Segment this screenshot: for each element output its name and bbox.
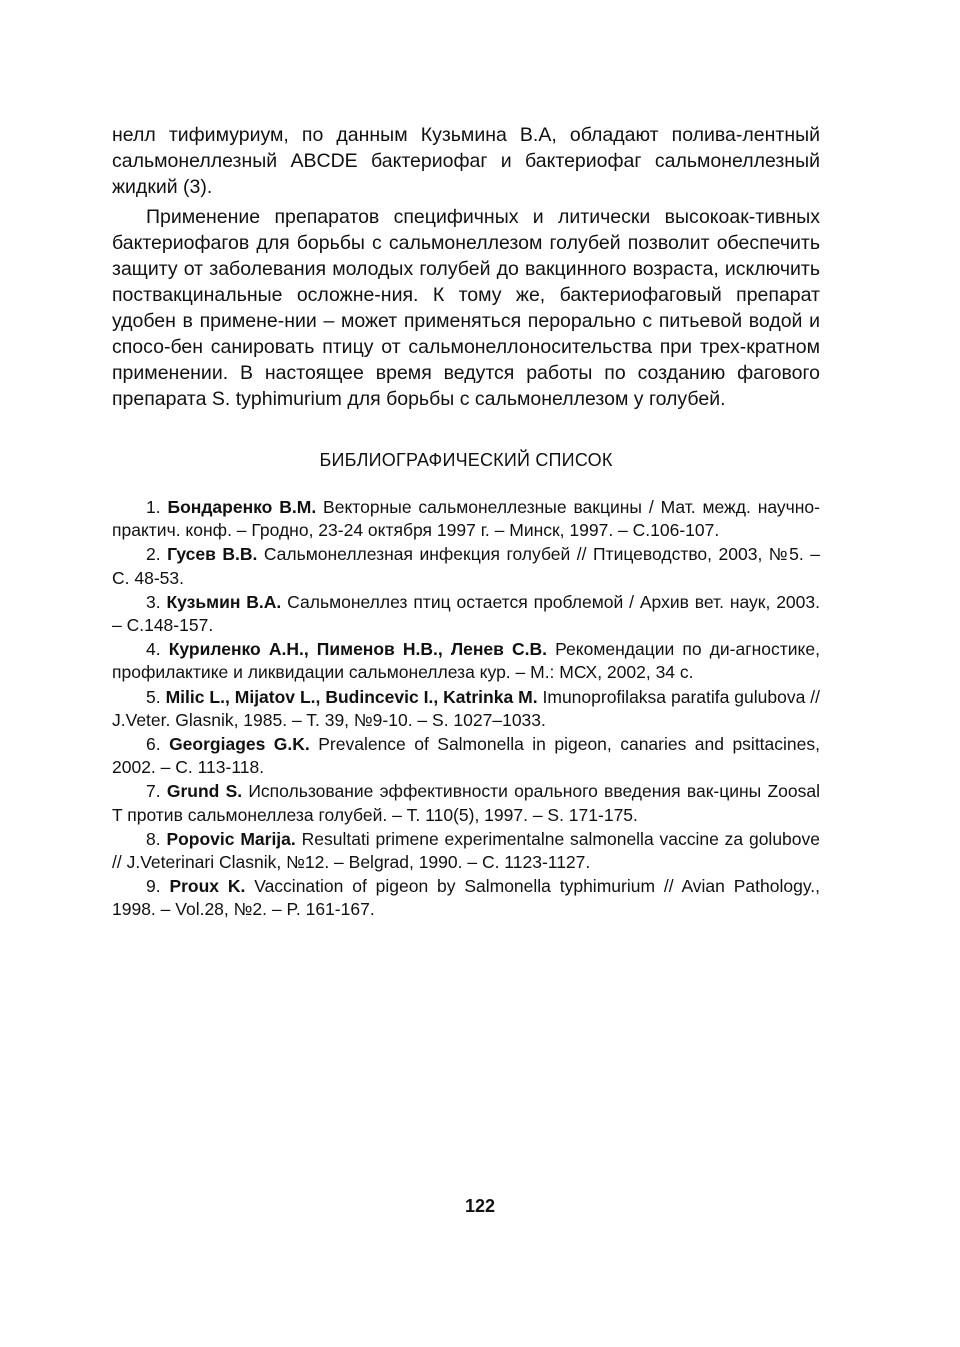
ref-author: Milic L., Mijatov L., Budincevic I., Katrinka M. [165, 686, 538, 707]
ref-text: Resultati primene experimentalne salmonella vaccine za golubove // J.Veterinari Clasnik, №12. – Belgrad, 1990. – C. 1123-1127. [112, 828, 820, 873]
bibliography-item-3 [112, 591, 820, 637]
ref-text: Vaccination of pigeon by Salmonella typhimurium // Avian Pathology., 1998. – Vol.28, №2. – P. 161-167. [112, 876, 820, 920]
ref-author: Гусев В.В. [167, 544, 258, 565]
ref-number: 7. [146, 781, 161, 802]
bibliography-item-2 [112, 543, 820, 589]
ref-text: Рекомендации по ди-агностике, профилактике и ликвидации сальмонеллеза кур. – М.: МСХ, 2002, 34 с. [112, 639, 820, 683]
body-paragraph-1: нелл тифимуриум, по данным Кузьмина В.А, обладают полива-лентный сальмонеллезный ABCDE бактериофаг и бактериофаг сальмонеллезный жидкий (3). [112, 124, 820, 198]
ref-number: 5. [146, 686, 161, 707]
bibliography-item-9 [112, 875, 820, 921]
bibliography-item-5 [112, 686, 820, 732]
ref-text: Векторные сальмонеллезные вакцины / Мат. межд. научно-практич. конф. – Гродно, 23-24 октября 1997 г. – Минск, 1997. – С.106-107. [112, 497, 820, 541]
ref-author: Popovic Marija. [166, 828, 296, 849]
ref-number: 6. [146, 734, 161, 755]
bibliography-item-6 [112, 733, 820, 779]
ref-number: 1. [146, 497, 161, 517]
bibliography-item-7 [112, 780, 820, 826]
ref-number: 8. [146, 828, 161, 849]
bibliography-item-4 [112, 638, 820, 684]
ref-text: Сальмонеллезная инфекция голубей // Птицеводство, 2003, №5. – С. 48-53. [112, 544, 820, 588]
bibliography-list [112, 496, 820, 922]
ref-number: 3. [146, 591, 161, 612]
ref-author: Proux K. [169, 876, 246, 897]
body-paragraph-2: Применение препаратов специфичных и литически высокоак-тивных бактериофагов для борьбы с сальмонеллезом голубей позволит обеспечить защиту от заболевания молодых голубей до вакцинного возраста, исключить поствакцинальные осложне-ния. К тому же, бактериофаговый препарат удобен в примене-нии – может применяться перорально с питьевой водой и спосо-бен санировать птицу от сальмонеллоносительства при трех-кратном применении. В настоящее время ведутся работы по созданию фагового препарата S. typhimurium для борьбы с сальмонеллезом у голубей. [112, 206, 820, 410]
ref-text: Использование эффективности орального введения вак-цины Zoosal T против сальмонеллеза голубей. – T. 110(5), 1997. – S. 171-175. [112, 781, 820, 825]
ref-author: Бондаренко В.М. [167, 497, 317, 517]
bibliography-item-1 [112, 496, 820, 542]
ref-author: Куриленко А.Н., Пименов Н.В., Ленев С.В. [168, 639, 548, 660]
ref-text: Imunoprofilaksa paratifa gulubova // J.Veter. Glasnik, 1985. – T. 39, №9-10. – S. 1027–1033. [112, 686, 820, 730]
ref-text: Сальмонеллез птиц остается проблемой / Архив вет. наук, 2003. – С.148-157. [112, 591, 820, 636]
ref-number: 4. [146, 639, 161, 660]
page-content [112, 122, 820, 923]
ref-author: Georgiages G.K. [169, 734, 310, 755]
ref-text: Prevalence of Salmonella in pigeon, canaries and psittacines, 2002. – C. 113-118. [112, 734, 820, 778]
bibliography-item-8 [112, 828, 820, 874]
ref-number: 2. [146, 544, 161, 565]
page-number: 122 [464, 1196, 496, 1216]
ref-number: 9. [146, 876, 161, 897]
bibliography-heading: БИБЛИОГРАФИЧЕСКИЙ СПИСОК [319, 450, 613, 470]
ref-author: Grund S. [166, 781, 243, 802]
ref-author: Кузьмин В.А. [166, 591, 282, 612]
